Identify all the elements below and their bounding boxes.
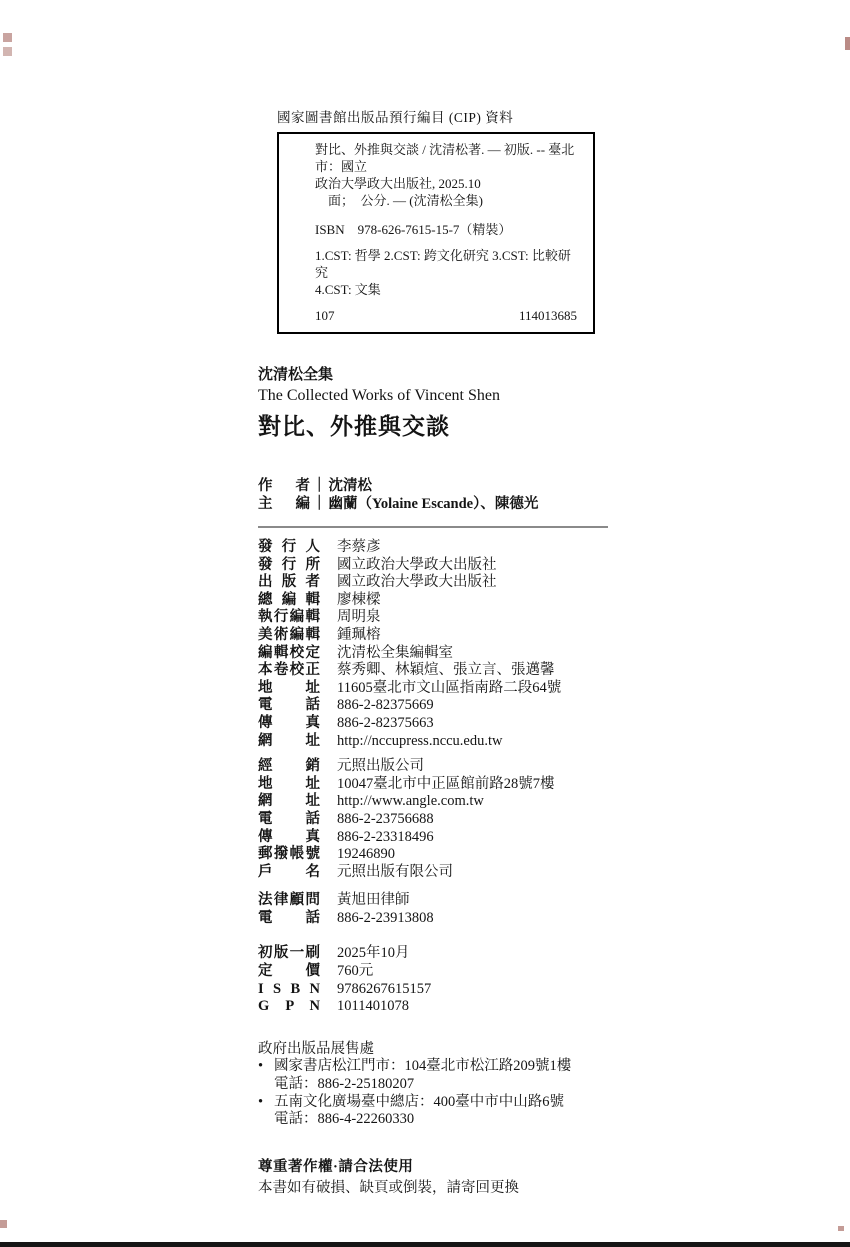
credit-pipe: ｜ xyxy=(312,495,327,512)
cip-spacer xyxy=(315,209,581,221)
publisher-info xyxy=(258,539,613,750)
info-row xyxy=(258,592,613,610)
info-row xyxy=(258,910,613,928)
row-label: G P N xyxy=(258,998,320,1015)
credit-label: 主 編 xyxy=(258,495,310,512)
row-label: 執行編輯 xyxy=(258,609,320,626)
bullet-icon: • xyxy=(258,1058,264,1075)
cip-box xyxy=(277,132,595,334)
row-label: 定 價 xyxy=(258,963,320,980)
info-row xyxy=(258,811,613,829)
row-label: 經 銷 xyxy=(258,758,320,775)
scan-bottom-bar xyxy=(0,1242,850,1247)
cip-isbn-line: ISBN 978-626-7615-15-7（精裝） xyxy=(315,222,512,237)
row-value: 886-2-23913808 xyxy=(337,909,434,926)
replacement-notice: 本書如有破損、缺頁或倒裝，請寄回更換 xyxy=(258,1179,519,1196)
outlet-phone: 電話：886-4-22260330 xyxy=(274,1111,415,1128)
scan-corner-mark xyxy=(0,1220,7,1228)
cip-spacer xyxy=(315,238,581,247)
row-label: 網 址 xyxy=(258,793,320,810)
row-value: 886-2-23756688 xyxy=(337,810,434,827)
info-row xyxy=(258,963,613,981)
cip-footer xyxy=(315,307,581,324)
edition-info xyxy=(258,945,613,1015)
row-label: I S B N xyxy=(258,980,320,997)
info-row xyxy=(258,557,613,575)
credits-block xyxy=(258,478,613,513)
info-row xyxy=(258,574,613,592)
info-row xyxy=(258,793,613,811)
book-title: 對比、外推與交談 xyxy=(258,414,450,439)
cip-line: 面； 公分. — (沈清松全集) xyxy=(315,193,483,208)
row-value: 19246890 xyxy=(337,846,395,863)
info-row xyxy=(258,715,613,733)
row-value: 元照出版有限公司 xyxy=(337,863,453,880)
row-value: 國立政治大學政大出版社 xyxy=(337,556,497,573)
row-label: 電 話 xyxy=(258,697,320,714)
cip-cst-line: 1.CST: 哲學 2.CST: 跨文化研究 3.CST: 比較研究 xyxy=(315,248,571,280)
info-row xyxy=(258,776,613,794)
row-label: 傳 真 xyxy=(258,828,320,845)
row-value: 蔡秀卿、林穎煊、張立言、張邁馨 xyxy=(337,662,555,679)
outlet-name: 五南文化廣場臺中總店：400臺中市中山路6號 xyxy=(274,1093,564,1110)
scan-corner-mark xyxy=(838,1226,844,1231)
info-row xyxy=(258,697,613,715)
info-row xyxy=(258,998,613,1016)
colophon-content xyxy=(258,106,613,1199)
row-value: 國立政治大學政大出版社 xyxy=(337,574,497,591)
outlets-block xyxy=(258,1041,613,1129)
copyright-notice: 尊重著作權·請合法使用 xyxy=(258,1158,414,1175)
row-label: 地 址 xyxy=(258,775,320,792)
row-label: 本卷校正 xyxy=(258,662,320,679)
info-row xyxy=(258,758,613,776)
credit-row-author xyxy=(258,478,613,496)
row-value: 沈清松全集編輯室 xyxy=(337,644,453,661)
cip-line: 政治大學政大出版社, 2025.10 xyxy=(315,176,481,191)
row-value: 886-2-23318496 xyxy=(337,828,434,845)
row-label: 發 行 所 xyxy=(258,556,320,573)
row-label: 法律顧問 xyxy=(258,892,320,909)
row-label: 網 址 xyxy=(258,732,320,749)
cip-cst-line: 4.CST: 文集 xyxy=(315,282,381,297)
cip-record-number: 114013685 xyxy=(518,308,577,323)
info-row xyxy=(258,609,613,627)
bullet-icon: • xyxy=(258,1093,264,1110)
info-row xyxy=(258,846,613,864)
credit-value: 沈清松 xyxy=(328,478,372,494)
distributor-info xyxy=(258,758,613,881)
cip-header: 國家圖書館出版品預行編目 (CIP) 資料 xyxy=(277,110,514,125)
scan-corner-mark xyxy=(845,37,850,50)
info-row xyxy=(258,864,613,882)
row-value: http://www.angle.com.tw xyxy=(337,793,484,810)
info-row xyxy=(258,680,613,698)
info-row xyxy=(258,892,613,910)
row-value: 886-2-82375663 xyxy=(337,714,434,731)
outlets-header: 政府出版品展售處 xyxy=(258,1040,374,1057)
series-title-en: The Collected Works of Vincent Shen xyxy=(258,387,500,404)
series-title-zh: 沈清松全集 xyxy=(258,367,334,383)
cip-spacer xyxy=(315,298,581,307)
outlet-item xyxy=(258,1058,613,1076)
info-row xyxy=(258,981,613,999)
scan-corner-mark xyxy=(3,47,12,56)
credit-label: 作 者 xyxy=(258,478,310,494)
row-value: 2025年10月 xyxy=(337,945,410,962)
credit-pipe: ｜ xyxy=(312,478,327,494)
title-block xyxy=(258,366,613,441)
info-row xyxy=(258,539,613,557)
row-label: 美術編輯 xyxy=(258,626,320,643)
row-label: 戶 名 xyxy=(258,863,320,880)
info-row xyxy=(258,662,613,680)
row-value: 886-2-82375669 xyxy=(337,697,434,714)
info-row xyxy=(258,733,613,751)
row-label: 電 話 xyxy=(258,810,320,827)
credit-row-editor xyxy=(258,496,613,514)
legal-info xyxy=(258,892,613,927)
cip-class-number: 107 xyxy=(315,308,335,323)
outlet-name: 國家書店松江門市：104臺北市松江路209號1樓 xyxy=(274,1058,572,1075)
outlet-phone: 電話：886-2-25180207 xyxy=(274,1076,415,1093)
row-value: 9786267615157 xyxy=(337,980,432,997)
divider-rule xyxy=(258,526,608,528)
row-label: 郵撥帳號 xyxy=(258,846,320,863)
row-value: 黃旭田律師 xyxy=(337,892,410,909)
row-label: 編輯校定 xyxy=(258,644,320,661)
row-value: 李蔡彥 xyxy=(337,539,381,555)
info-row xyxy=(258,645,613,663)
row-label: 總 編 輯 xyxy=(258,591,320,608)
scan-corner-mark xyxy=(3,33,12,42)
row-label: 初版一刷 xyxy=(258,945,320,962)
row-value: 周明泉 xyxy=(337,609,381,626)
row-label: 發 行 人 xyxy=(258,539,320,555)
notices-block xyxy=(258,1157,613,1199)
row-label: 地 址 xyxy=(258,679,320,696)
row-label: 電 話 xyxy=(258,909,320,926)
row-value: 10047臺北市中正區館前路28號7樓 xyxy=(337,775,555,792)
row-label: 出 版 者 xyxy=(258,574,320,591)
cip-line: 對比、外推與交談 / 沈清松著. — 初版. -- 臺北市：國立 xyxy=(315,142,575,174)
row-value: 元照出版公司 xyxy=(337,758,424,775)
row-value: 760元 xyxy=(337,963,374,980)
row-value: 11605臺北市文山區指南路二段64號 xyxy=(337,679,562,696)
credit-value: 幽蘭（Yolaine Escande）、陳德光 xyxy=(328,495,539,512)
outlet-item xyxy=(258,1094,613,1112)
row-value: 鍾珮榕 xyxy=(337,626,381,643)
row-value: http://nccupress.nccu.edu.tw xyxy=(337,732,503,749)
row-value: 廖棟樑 xyxy=(337,591,381,608)
row-value: 1011401078 xyxy=(337,998,409,1015)
info-row xyxy=(258,829,613,847)
info-row xyxy=(258,627,613,645)
info-row xyxy=(258,945,613,963)
row-label: 傳 真 xyxy=(258,714,320,731)
